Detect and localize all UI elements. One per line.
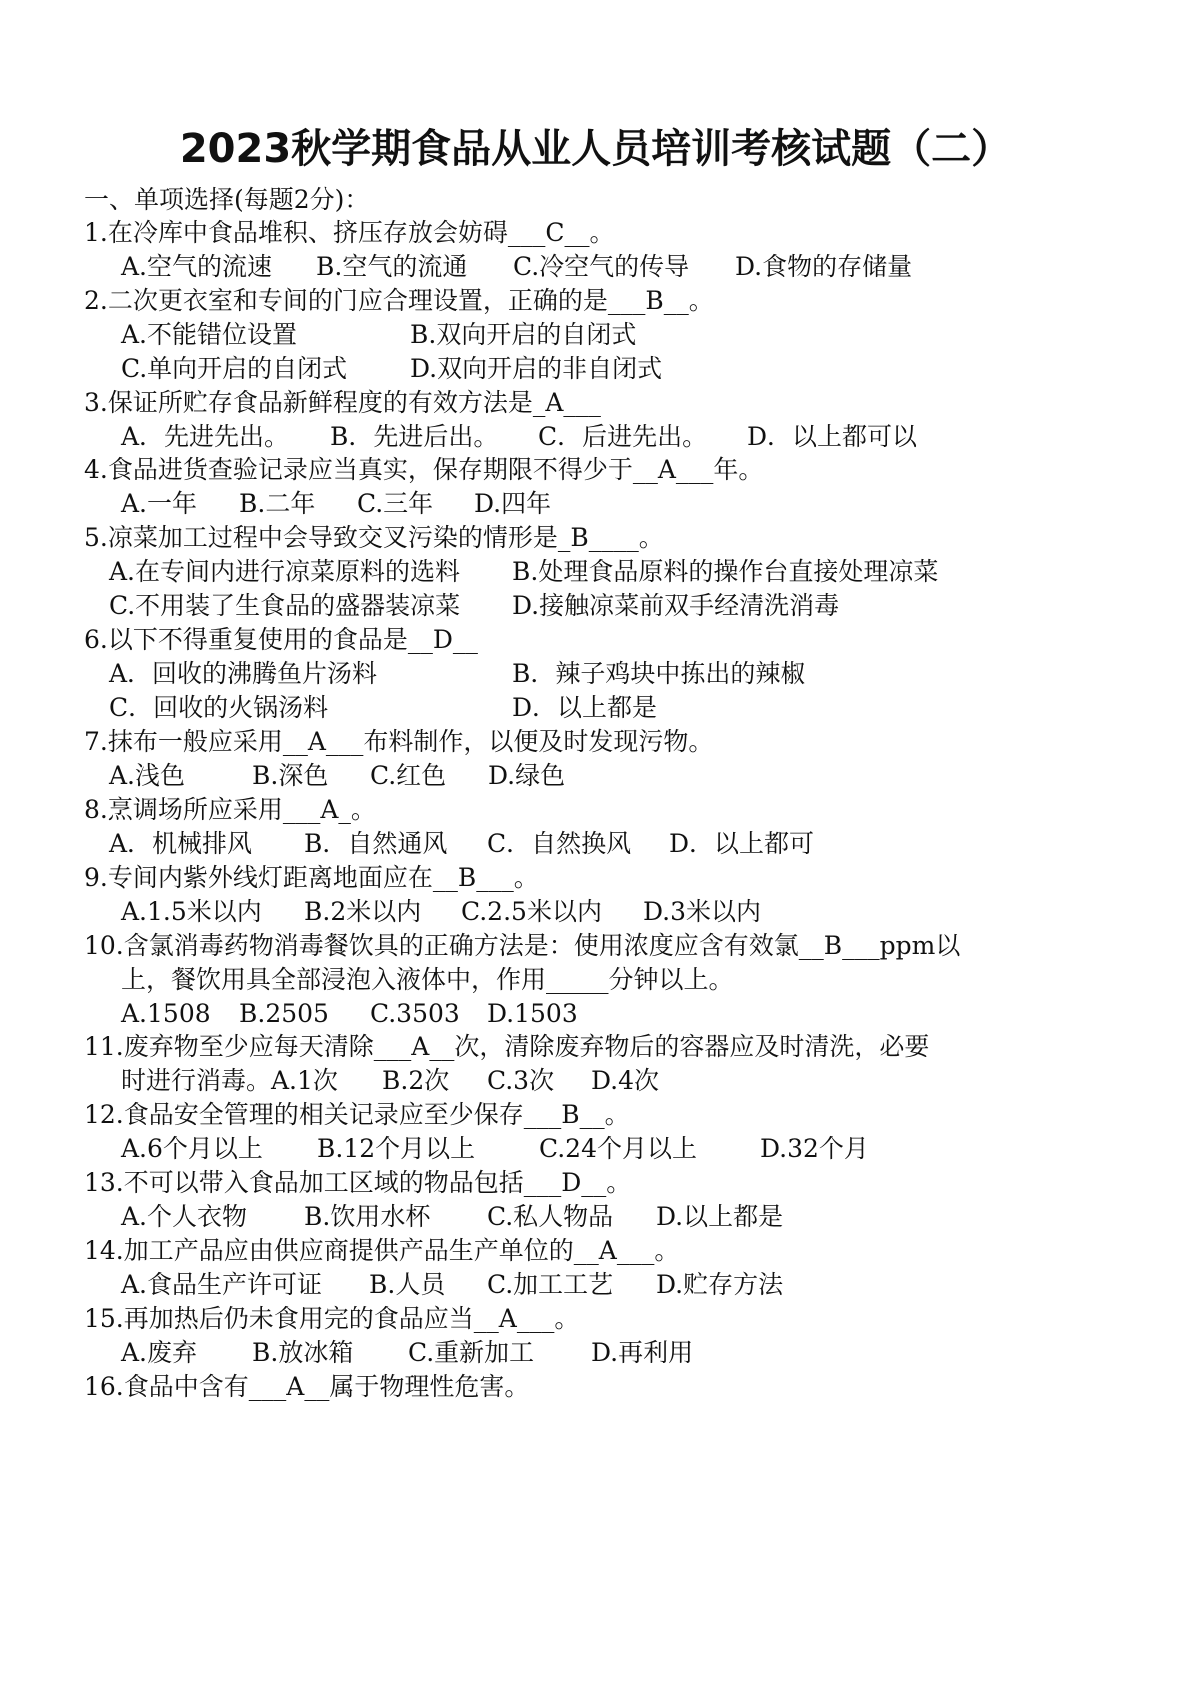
option: C．回收的火锅汤料 [109, 693, 329, 722]
options-row [84, 420, 1184, 454]
option: B.2次 [382, 1066, 450, 1095]
option: A.一年 [121, 489, 198, 518]
option: D.3米以内 [643, 897, 762, 926]
question-stem: 11.废弃物至少应每天清除___A__次，清除废弃物后的容器应及时清洗，必要 [84, 1032, 930, 1061]
options-row [84, 589, 1184, 623]
options-row [84, 657, 1184, 691]
question-stem: 2.二次更衣室和专间的门应合理设置，正确的是___B__。 [84, 286, 714, 315]
option: B.2505 [239, 999, 329, 1028]
question-stem: 1.在冷库中食品堆积、挤压存放会妨碍___C__。 [84, 218, 615, 247]
option: D.1503 [487, 999, 578, 1028]
options-row [84, 895, 1184, 929]
question-stem: 7.抹布一般应采用__A___布料制作，以便及时发现污物。 [84, 727, 714, 756]
option: D.四年 [474, 489, 552, 518]
option: A．先进先出。 [121, 422, 290, 451]
option: D.食物的存储量 [735, 252, 913, 281]
options-row [84, 827, 1184, 861]
options-row [84, 1200, 1184, 1234]
options-row [84, 1336, 1184, 1370]
option: C.私人物品 [487, 1202, 614, 1231]
question-stem: 14.加工产品应由供应商提供产品生产单位的__A___。 [84, 1236, 680, 1265]
question-stem-continued: 时进行消毒。A.1次 [121, 1066, 338, 1095]
question-stem: 10.含氯消毒药物消毒餐饮具的正确方法是：使用浓度应含有效氯__B___ppm以 [84, 931, 961, 960]
options-row [84, 1268, 1184, 1302]
option: A.废弃 [121, 1338, 198, 1367]
options-row [84, 1064, 1184, 1098]
option: C.不用装了生食品的盛器装凉菜 [109, 591, 461, 620]
option: D．以上都可以 [747, 422, 918, 451]
option: D.接触凉菜前双手经清洗消毒 [512, 591, 840, 620]
question-stem: 5.凉菜加工过程中会导致交叉污染的情形是_B____。 [84, 523, 664, 552]
options-row [84, 487, 1184, 521]
option: B.二年 [239, 489, 316, 518]
option: C．自然换风 [487, 829, 632, 858]
option: A.食品生产许可证 [121, 1270, 323, 1299]
options-row [84, 555, 1184, 589]
question-stem: 16.食品中含有___A__属于物理性危害。 [84, 1372, 530, 1401]
option: B．辣子鸡块中拣出的辣椒 [512, 659, 806, 688]
option: C.冷空气的传导 [513, 252, 690, 281]
options-row [84, 997, 1184, 1031]
option: D.贮存方法 [656, 1270, 784, 1299]
option: D.4次 [591, 1066, 660, 1095]
option: B.2米以内 [304, 897, 422, 926]
question-stem-continued: 上，餐饮用具全部浸泡入液体中，作用_____分钟以上。 [121, 965, 734, 994]
option: D.32个月 [760, 1134, 869, 1163]
question-stem: 13.不可以带入食品加工区域的物品包括___D__。 [84, 1168, 632, 1197]
option: B.深色 [252, 761, 329, 790]
option: A．机械排风 [109, 829, 253, 858]
question-stem: 6.以下不得重复使用的食品是__D__ [84, 625, 478, 654]
page-title: 2023秋学期食品从业人员培训考核试题（二） [179, 126, 1012, 172]
question-stem: 3.保证所贮存食品新鲜程度的有效方法是_A___ [84, 388, 601, 417]
question-stem: 9.专间内紫外线灯距离地面应在__B___。 [84, 863, 539, 892]
question-stem: 15.再加热后仍未食用完的食品应当__A___。 [84, 1304, 580, 1333]
option: C.3次 [487, 1066, 555, 1095]
options-row [84, 691, 1184, 725]
option: C.加工工艺 [487, 1270, 614, 1299]
question-stem: 12.食品安全管理的相关记录应至少保存___B__。 [84, 1100, 630, 1129]
option: B.双向开启的自闭式 [410, 320, 637, 349]
option: D．以上都是 [512, 693, 658, 722]
option: C．后进先出。 [538, 422, 708, 451]
options-row [84, 318, 1184, 352]
option: A.6个月以上 [121, 1134, 263, 1163]
option: A.1508 [121, 999, 211, 1028]
option: A.1.5米以内 [121, 897, 262, 926]
options-row [84, 352, 1184, 386]
option: B.饮用水杯 [304, 1202, 431, 1231]
option: A.浅色 [109, 761, 186, 790]
question-stem: 4.食品进货查验记录应当真实，保存期限不得少于__A___年。 [84, 455, 764, 484]
option: B．自然通风 [304, 829, 448, 858]
option: C.红色 [370, 761, 447, 790]
section-heading: 一、单项选择(每题2分)： [84, 185, 370, 214]
option: A.空气的流速 [121, 252, 273, 281]
option: D．以上都可 [669, 829, 815, 858]
option: B.处理食品原料的操作台直接处理凉菜 [512, 557, 939, 586]
option: A.不能错位设置 [121, 320, 298, 349]
option: B.放冰箱 [252, 1338, 354, 1367]
options-row [84, 1132, 1184, 1166]
option: A.个人衣物 [121, 1202, 248, 1231]
option: B．先进后出。 [330, 422, 499, 451]
option: A.在专间内进行凉菜原料的选料 [109, 557, 461, 586]
option: A．回收的沸腾鱼片汤料 [109, 659, 378, 688]
option: D.以上都是 [656, 1202, 784, 1231]
option: C.单向开启的自闭式 [121, 354, 348, 383]
option: C.2.5米以内 [461, 897, 602, 926]
option: C.重新加工 [408, 1338, 535, 1367]
question-stem: 8.烹调场所应采用___A_。 [84, 795, 376, 824]
option: C.3503 [370, 999, 460, 1028]
option: D.绿色 [488, 761, 566, 790]
options-row [84, 759, 1184, 793]
option: B.12个月以上 [317, 1134, 476, 1163]
option: D.再利用 [591, 1338, 694, 1367]
option: C.三年 [357, 489, 434, 518]
options-row [84, 250, 1184, 284]
option: D.双向开启的非自闭式 [410, 354, 663, 383]
option: C.24个月以上 [539, 1134, 697, 1163]
option: B.人员 [369, 1270, 446, 1299]
option: B.空气的流通 [316, 252, 468, 281]
